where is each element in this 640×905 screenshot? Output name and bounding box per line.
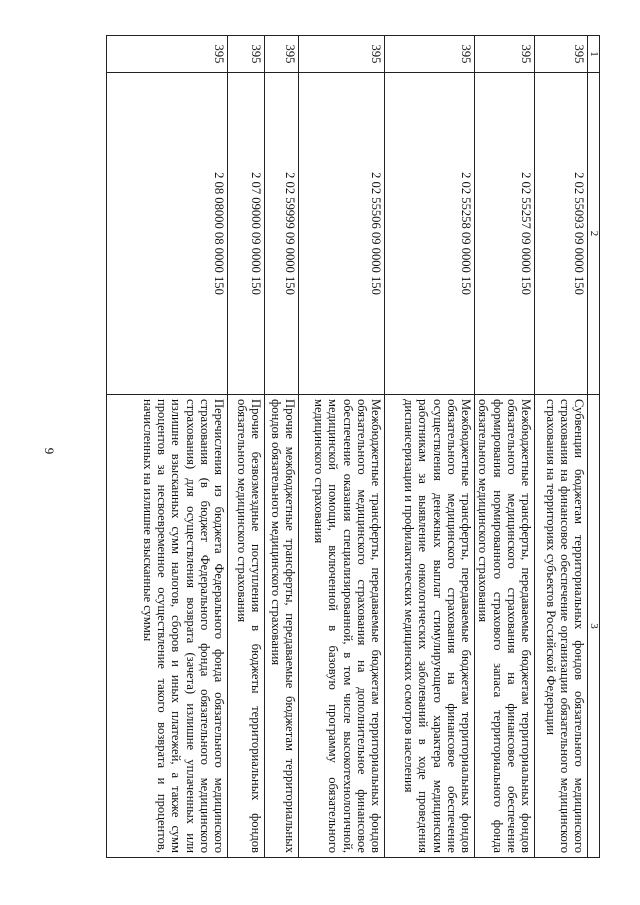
admin-code-cell: 395	[107, 36, 228, 73]
income-name-cell: Субвенции бюджетам территориальных фондов обязательного медицинского страхования на финансовое обеспечение организации обязательного медицинского страхования на территориях субъектов Российской Федерации	[535, 395, 588, 858]
income-name-cell: Прочие безвозмездные поступления в бюджеты территориальных фондов обязательного медицинского страхования	[228, 395, 265, 858]
table-row	[107, 36, 228, 858]
budget-code-cell: 2 02 55093 09 0000 150	[535, 73, 588, 395]
budget-code-cell: 2 07 09000 09 0000 150	[228, 73, 265, 395]
admin-code-cell: 395	[385, 36, 475, 73]
admin-code-cell: 395	[299, 36, 385, 73]
table-row	[265, 36, 299, 858]
header-col-3: 3	[588, 395, 600, 858]
income-name-cell: Межбюджетные трансферты, передаваемые бюджетам территориальных фондов обязательного медицинского страхования на финансовое обеспечение осуществления денежных выплат стимулирующего характера медицинским работникам за выявление онкологических заболеваний в ходе проведения диспансеризации и профилактических медицинских осмотров населения	[385, 395, 475, 858]
table-row	[475, 36, 535, 858]
budget-classification-table	[106, 35, 600, 858]
page-number: 9	[42, 447, 57, 455]
budget-code-cell: 2 02 55257 09 0000 150	[475, 73, 535, 395]
rotated-table-container	[106, 35, 600, 857]
budget-code-cell: 2 02 55506 09 0000 150	[299, 73, 385, 395]
budget-code-cell: 2 08 08000 08 0000 150	[107, 73, 228, 395]
header-col-1: 1	[588, 36, 600, 73]
income-name-cell: Перечисления из бюджета Федерального фонда обязательного медицинского страхования (в бюджет Федерального фонда обязательного медицинского страхования) для осуществления возврата (зачета) излишне уплаченных или излишне взысканных сумм налогов, сборов и иных платежей, а также сумм процентов за несвоевременное осуществление такого возврата и процентов, начисленных на излишне взысканные суммы	[107, 395, 228, 858]
income-name-cell: Межбюджетные трансферты, передаваемые бюджетам территориальных фондов обязательного медицинского страхования на финансовое обеспечение формирования нормированного страхового запаса территориального фонда обязательного медицинского страхования	[475, 395, 535, 858]
table-row	[228, 36, 265, 858]
header-col-2: 2	[588, 73, 600, 395]
table-row	[299, 36, 385, 858]
table-header-row	[588, 36, 600, 858]
admin-code-cell: 395	[535, 36, 588, 73]
table-row	[385, 36, 475, 858]
admin-code-cell: 395	[265, 36, 299, 73]
admin-code-cell: 395	[228, 36, 265, 73]
income-name-cell: Межбюджетные трансферты, передаваемые бюджетам территориальных фондов обязательного медицинского страхования на дополнительное финансовое обеспечение оказания специализированной, в том числе высокотехнологичной, медицинской помощи, включенной в базовую программу обязательного медицинского страхования	[299, 395, 385, 858]
budget-code-cell: 2 02 59999 09 0000 150	[265, 73, 299, 395]
income-name-cell: Прочие межбюджетные трансферты, передаваемые бюджетам территориальных фондов обязательного медицинского страхования	[265, 395, 299, 858]
admin-code-cell: 395	[475, 36, 535, 73]
budget-code-cell: 2 02 55258 09 0000 150	[385, 73, 475, 395]
table-row	[535, 36, 588, 858]
